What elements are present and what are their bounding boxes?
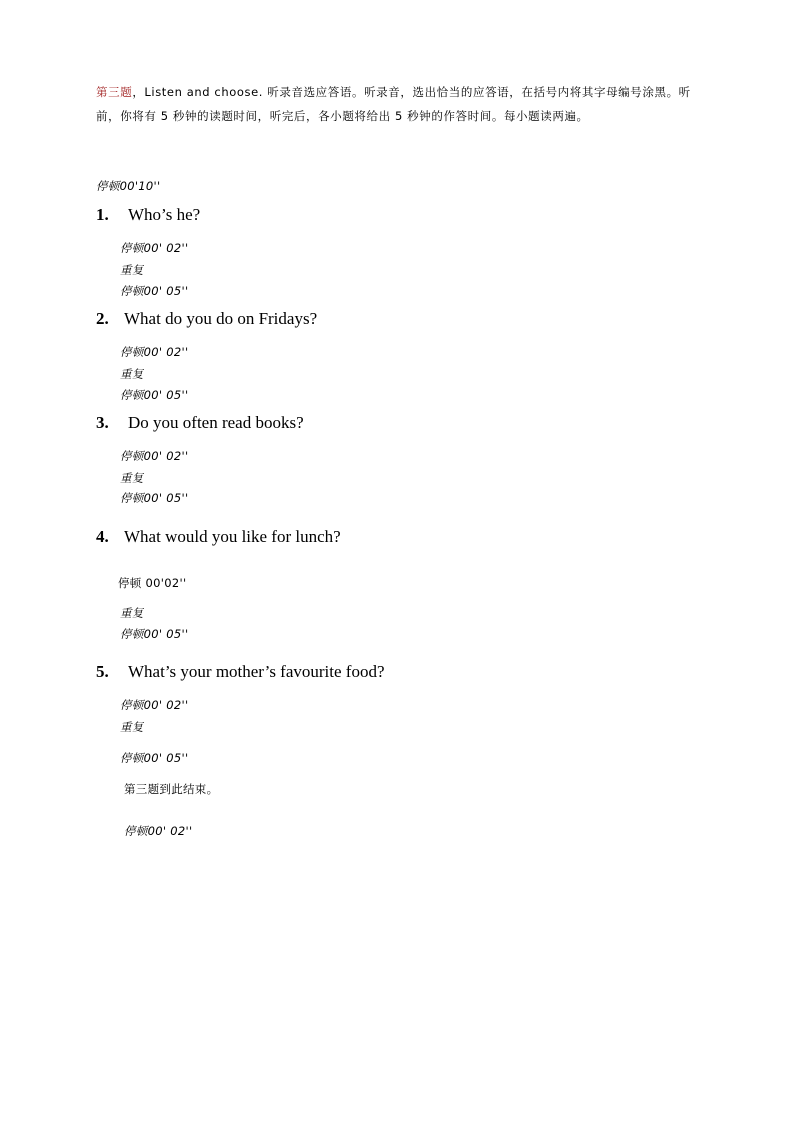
question-5 [96, 662, 385, 682]
pause-cue: 停顿00' 02'' [120, 345, 189, 359]
question-number: 3. [96, 413, 109, 432]
question-3 [96, 413, 304, 433]
pause-cue: 停顿00' 05'' [120, 491, 189, 505]
question-text: What’s your mother’s favourite food? [128, 662, 385, 681]
question-number: 1. [96, 205, 109, 224]
question-number: 5. [96, 662, 109, 681]
repeat-cue: 重复 [120, 263, 144, 277]
question-1 [96, 205, 200, 225]
pause-cue: 停顿 00'02'' [118, 576, 187, 590]
repeat-cue: 重复 [120, 471, 144, 485]
repeat-cue: 重复 [120, 606, 144, 620]
question-number: 2. [96, 309, 109, 328]
question-number: 4. [96, 527, 109, 546]
question-2 [96, 309, 317, 329]
question-text: Who’s he? [128, 205, 201, 224]
question-text: Do you often read books? [128, 413, 304, 432]
pause-cue: 停顿00' 02'' [120, 449, 189, 463]
instructions-paragraph [96, 80, 696, 128]
instructions-text: ，Listen and choose. 听录音选应答语。听录音，选出恰当的应答语，在括号内将其字母编号涂黑。听前，你将有 5 秒钟的读题时间，听完后，各小题将给出 5 秒钟的作答时间。每小题读两遍。 [96, 85, 691, 123]
pause-cue: 停顿00' 05'' [120, 751, 189, 765]
repeat-cue: 重复 [120, 720, 144, 734]
pause-cue: 停顿00' 05'' [120, 627, 189, 641]
pause-cue: 停顿00' 02'' [120, 241, 189, 255]
pause-cue: 停顿00' 02'' [120, 698, 189, 712]
question-text: What do you do on Fridays? [124, 309, 318, 328]
opening-pause: 停顿00'10'' [96, 179, 161, 193]
question-4 [96, 527, 341, 547]
section-label: 第三题 [96, 85, 133, 99]
closing-pause: 停顿00' 02'' [124, 824, 193, 838]
repeat-cue: 重复 [120, 367, 144, 381]
pause-cue: 停顿00' 05'' [120, 388, 189, 402]
closing-text: 第三题到此结束。 [124, 782, 219, 796]
pause-cue: 停顿00' 05'' [120, 284, 189, 298]
question-text: What would you like for lunch? [124, 527, 341, 546]
